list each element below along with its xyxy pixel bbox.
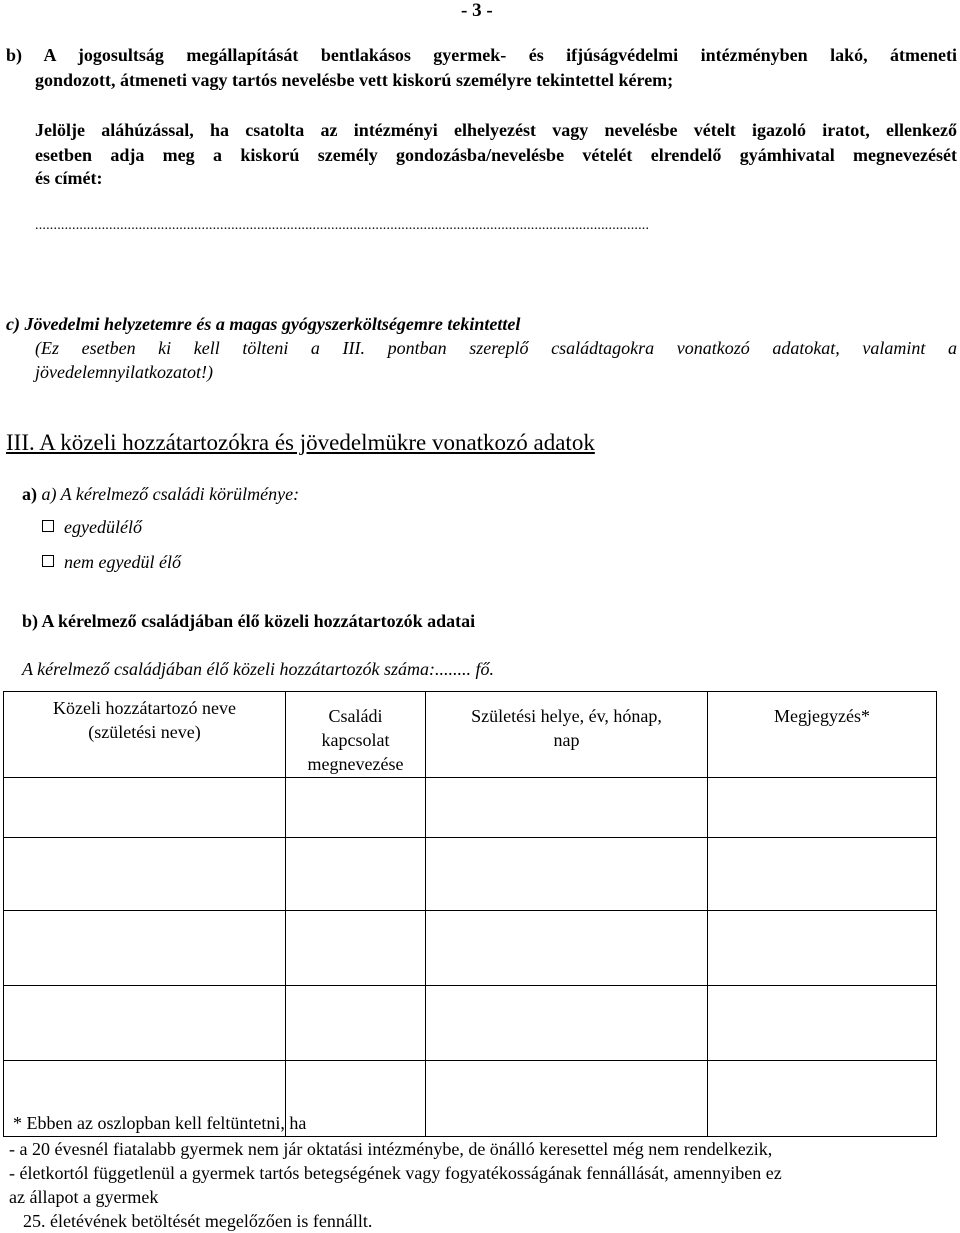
cell-relation[interactable] [286,838,426,911]
cell-name[interactable] [4,838,286,911]
cell-remark[interactable] [708,778,937,838]
table-row [4,986,937,1061]
cell-birth[interactable] [426,778,708,838]
header-birth-line1: Születési helye, év, hónap, [471,706,662,726]
option-single[interactable] [42,517,142,538]
family-status-label [22,484,299,505]
table-row [4,911,937,986]
header-birth-line2: nap [553,730,580,750]
answer-dotted-line[interactable]: ...................................................................................................................................................................... [35,218,650,233]
option-c-note-line1: (Ez esetben ki kell tölteni a III. pontban szereplő családtagokra vonatkozó adatokat, valamint a [35,338,957,358]
cell-relation[interactable] [286,778,426,838]
footnote-line1: * Ebben az oszlopban kell feltüntetni, ha [13,1113,307,1133]
cell-relation[interactable] [286,911,426,986]
cell-birth[interactable] [426,838,708,911]
instruction-line2: esetben adja meg a kiskorú személy gondozásba/nevelésbe vételét elrendelő gyámhivatal megnevezését [35,145,957,165]
header-birth [426,692,708,778]
footnote-line2: - a 20 évesnél fiatalabb gyermek nem jár oktatási intézménybe, de önálló keresettel még nem rendelkezik, [9,1139,773,1159]
header-relation-line2: kapcsolat [321,730,390,750]
cell-birth[interactable] [426,1061,708,1137]
checkbox-not-single[interactable] [42,555,54,567]
header-relation [286,692,426,778]
header-remark [708,692,937,778]
footnote-line3: - életkortól függetlenül a gyermek tartós betegségének vagy fogyatékosságának fennállását, amennyiben ez [9,1163,782,1183]
cell-remark[interactable] [708,911,937,986]
table-row [4,778,937,838]
header-remark-line1: Megjegyzés* [774,706,870,726]
cell-birth[interactable] [426,911,708,986]
table-row [4,838,937,911]
cell-name[interactable] [4,986,286,1061]
header-name-line1: Közeli hozzátartozó neve [53,698,236,718]
relatives-heading: b) A kérelmező családjában élő közeli hozzátartozók adatai [22,611,476,631]
cell-remark[interactable] [708,838,937,911]
table-header-row [4,692,937,778]
footnote-line4: az állapot a gyermek [9,1187,159,1207]
header-relation-line1: Családi [328,706,383,726]
relatives-count-label[interactable]: A kérelmező családjában élő közeli hozzátartozók száma:........ fő. [22,659,494,679]
option-not-single-label: nem egyedül élő [64,552,181,572]
cell-birth[interactable] [426,986,708,1061]
cell-relation[interactable] [286,986,426,1061]
cell-remark[interactable] [708,1061,937,1137]
page-number: - 3 - [461,0,493,21]
option-single-label: egyedülélő [64,517,142,537]
header-name [4,692,286,778]
cell-remark[interactable] [708,986,937,1061]
instruction-line3: és címét: [35,168,103,188]
section-III-heading: III. A közeli hozzátartozókra és jövedelmükre vonatkozó adatok [6,430,595,455]
instruction-line1: Jelölje aláhúzással, ha csatolta az intézményi elhelyezést vagy nevelésbe vételt igazoló iratot, ellenkező [35,120,957,140]
cell-name[interactable] [4,911,286,986]
family-status-text: a) A kérelmező családi körülménye: [41,484,300,504]
relatives-table [3,691,937,1137]
family-status-prefix: a) [22,484,42,504]
checkbox-single[interactable] [42,520,54,532]
footnote-line5: 25. életévének betöltését megelőzően is fennállt. [23,1211,373,1231]
cell-relation[interactable] [286,1061,426,1137]
header-relation-line3: megnevezése [307,754,404,774]
option-c-title: c) Jövedelmi helyzetemre és a magas gyógyszerköltségemre tekintettel [6,314,521,334]
option-b-line1: b) A jogosultság megállapítását bentlakásos gyermek- és ifjúságvédelmi intézményben lakó, átmeneti [6,45,957,65]
header-name-line2: (születési neve) [88,722,201,742]
option-not-single[interactable] [42,552,181,573]
option-c-note-line2: jövedelemnyilatkozatot!) [35,362,213,382]
cell-name[interactable] [4,778,286,838]
option-b-line2: gondozott, átmeneti vagy tartós nevelésbe vett kiskorú személyre tekintettel kérem; [35,70,674,90]
